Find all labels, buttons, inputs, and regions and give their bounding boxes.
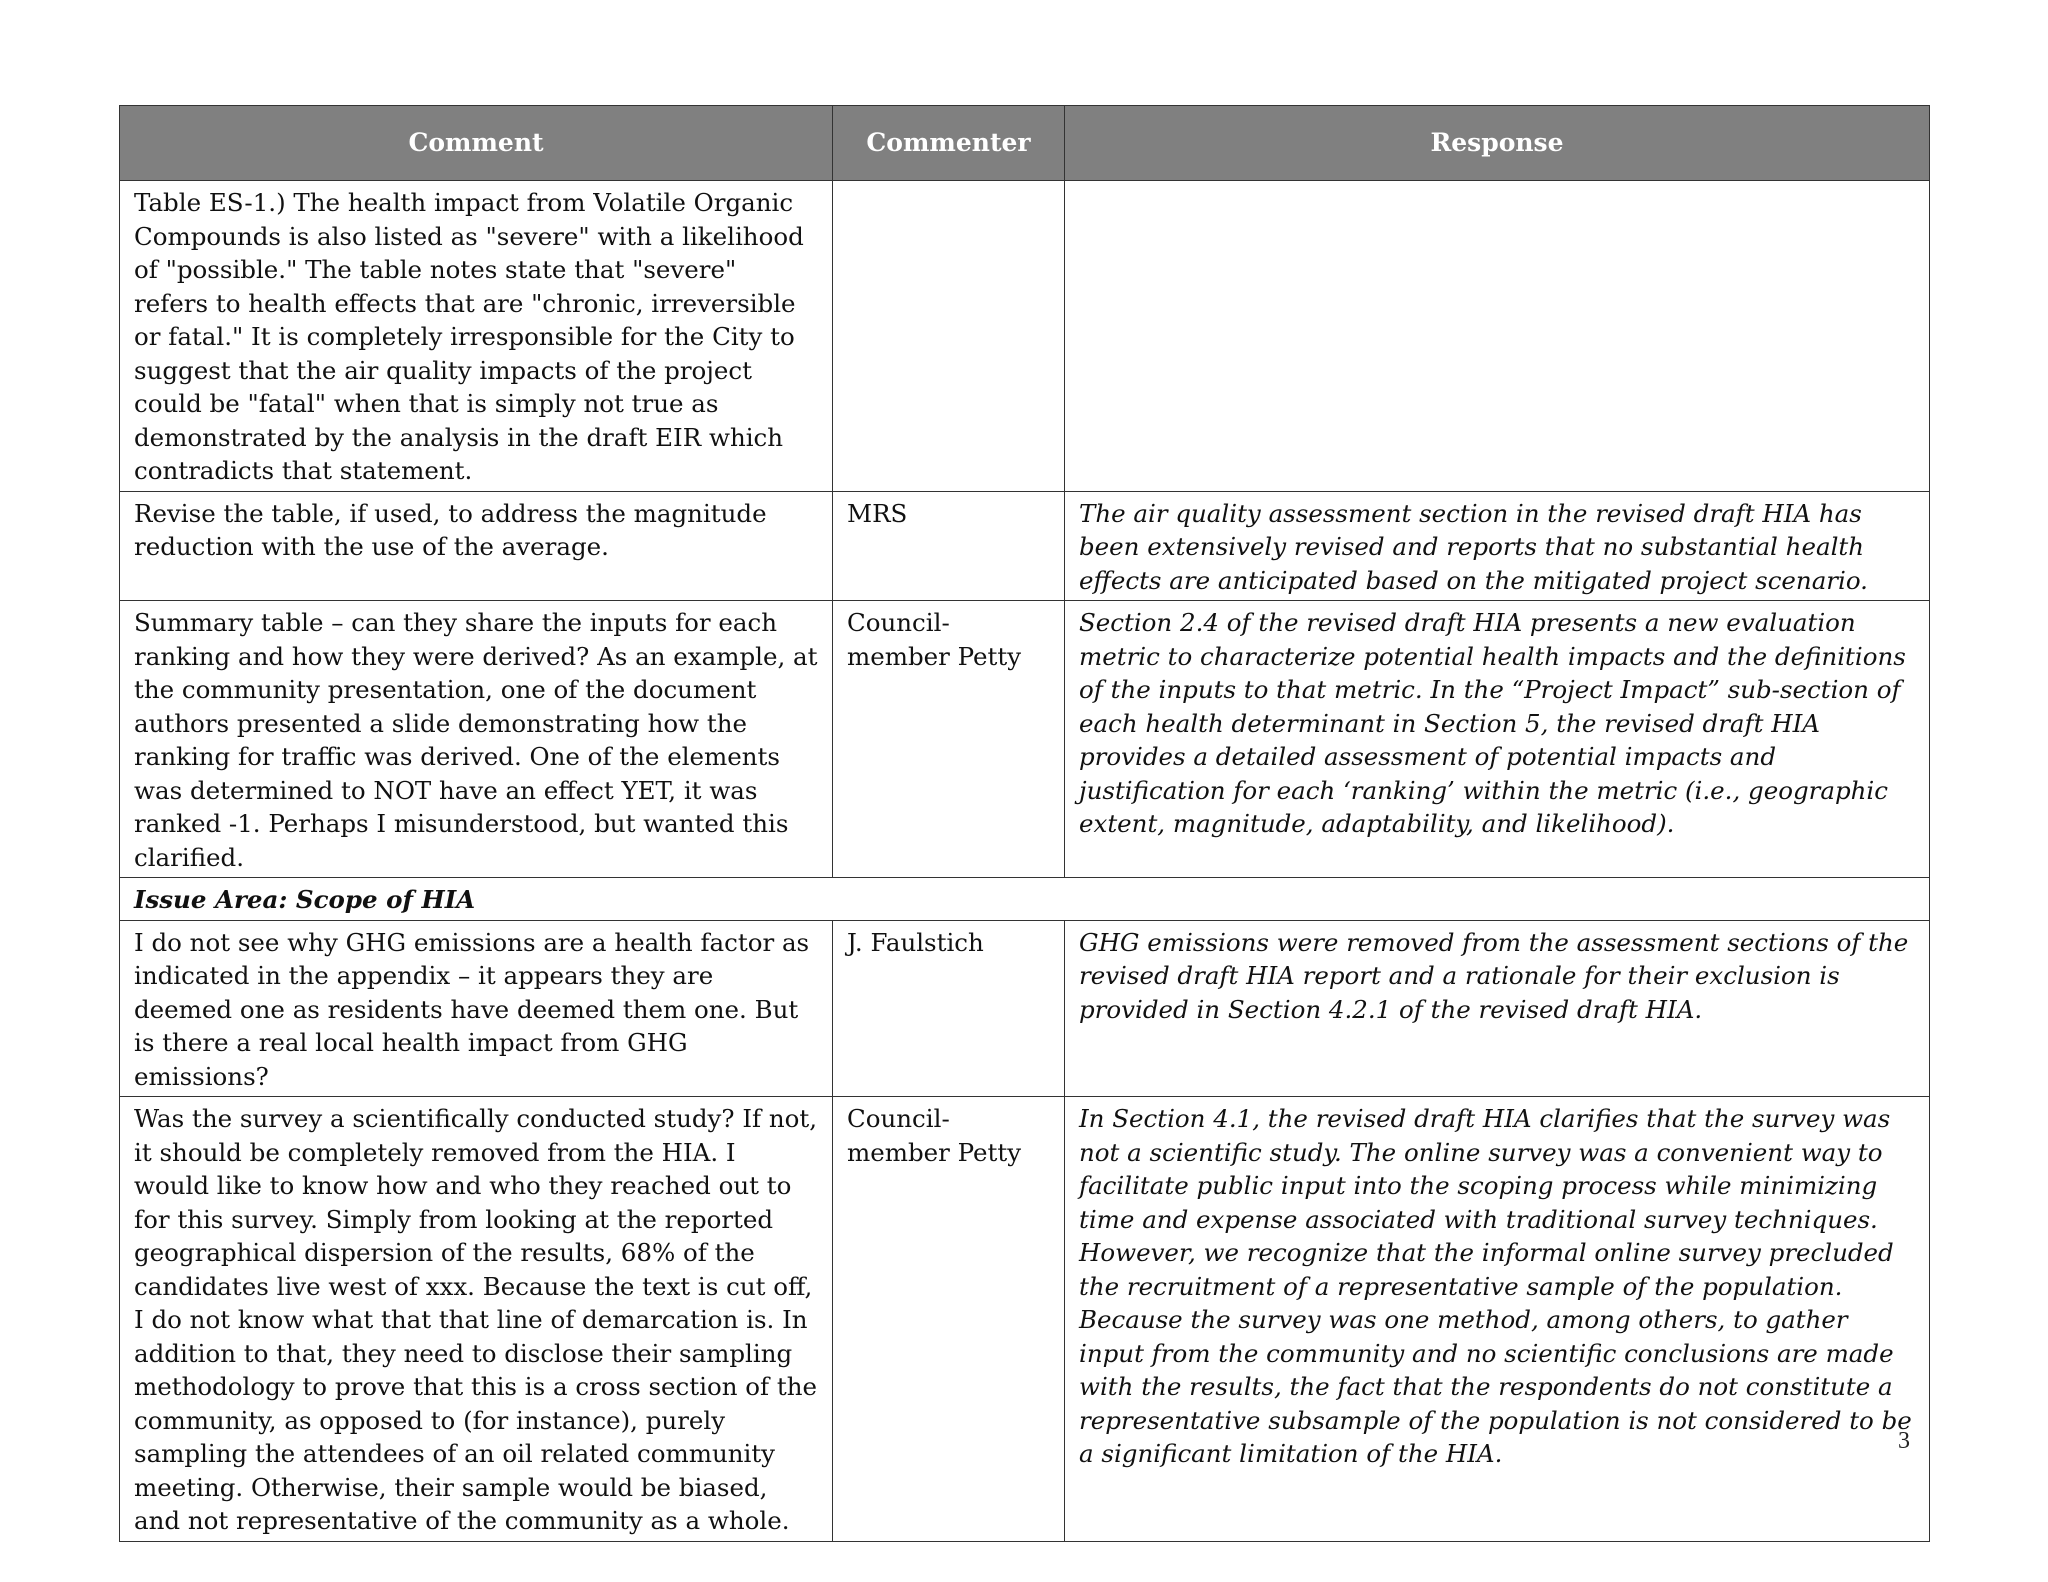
table-row	[120, 920, 1930, 1097]
table-row	[120, 1097, 1930, 1542]
response-cell	[1065, 181, 1930, 492]
header-commenter: Commenter	[833, 106, 1065, 181]
header-comment: Comment	[120, 106, 833, 181]
table-body	[120, 181, 1930, 1542]
response-cell: Section 2.4 of the revised draft HIA presents a new evaluation metric to characterize potential health impacts and the definitions of the inputs to that metric. In the “Project Impact” sub-section of each health determinant in Section 5, the revised draft HIA provides a detailed assessment of potential impacts and justification for each ‘ranking’ within the metric (i.e., geographic extent, magnitude, adaptability, and likelihood).	[1065, 601, 1930, 878]
table-row	[120, 491, 1930, 601]
table-row	[120, 601, 1930, 878]
response-cell: The air quality assessment section in the revised draft HIA has been extensively revised and reports that no substantial health effects are anticipated based on the mitigated project scenario.	[1065, 491, 1930, 601]
section-heading: Issue Area: Scope of HIA	[120, 878, 1930, 921]
table-header	[120, 106, 1930, 181]
response-cell: In Section 4.1, the revised draft HIA clarifies that the survey was not a scientific study. The online survey was a convenient way to facilitate public input into the scoping process while minimizing time and expense associated with traditional survey techniques. However, we recognize that the informal online survey precluded the recruitment of a representative sample of the population. Because the survey was one method, among others, to gather input from the community and no scientific conclusions are made with the results, the fact that the respondents do not constitute a representative subsample of the population is not considered to be a significant limitation of the HIA.	[1065, 1097, 1930, 1542]
comment-cell: Table ES-1.) The health impact from Volatile Organic Compounds is also listed as "severe" with a likelihood of "possible." The table notes state that "severe" refers to health effects that are "chronic, irreversible or fatal." It is completely irresponsible for the City to suggest that the air quality impacts of the project could be "fatal" when that is simply not true as demonstrated by the analysis in the draft EIR which contradicts that statement.	[120, 181, 833, 492]
comment-cell: I do not see why GHG emissions are a health factor as indicated in the appendix – it appears they are deemed one as residents have deemed them one. But is there a real local health impact from GHG emissions?	[120, 920, 833, 1097]
section-heading-row	[120, 878, 1930, 921]
commenter-cell: Council-member Petty	[833, 601, 1065, 878]
comment-cell: Revise the table, if used, to address the magnitude reduction with the use of the average.	[120, 491, 833, 601]
commenter-cell: MRS	[833, 491, 1065, 601]
table-row	[120, 181, 1930, 492]
page-number: 3	[1898, 1428, 1910, 1454]
header-response: Response	[1065, 106, 1930, 181]
commenter-cell: J. Faulstich	[833, 920, 1065, 1097]
commenter-cell: Council-member Petty	[833, 1097, 1065, 1542]
comment-response-table	[119, 105, 1930, 1542]
header-row	[120, 106, 1930, 181]
response-cell: GHG emissions were removed from the assessment sections of the revised draft HIA report and a rationale for their exclusion is provided in Section 4.2.1 of the revised draft HIA.	[1065, 920, 1930, 1097]
commenter-cell	[833, 181, 1065, 492]
comment-cell: Was the survey a scientifically conducted study? If not, it should be completely removed from the HIA. I would like to know how and who they reached out to for this survey. Simply from looking at the reported geographical dispersion of the results, 68% of the candidates live west of xxx. Because the text is cut off, I do not know what that that line of demarcation is. In addition to that, they need to disclose their sampling methodology to prove that this is a cross section of the community, as opposed to (for instance), purely sampling the attendees of an oil related community meeting. Otherwise, their sample would be biased, and not representative of the community as a whole.	[120, 1097, 833, 1542]
comment-cell: Summary table – can they share the inputs for each ranking and how they were derived? As an example, at the community presentation, one of the document authors presented a slide demonstrating how the ranking for traffic was derived. One of the elements was determined to NOT have an effect YET, it was ranked -1. Perhaps I misunderstood, but wanted this clarified.	[120, 601, 833, 878]
